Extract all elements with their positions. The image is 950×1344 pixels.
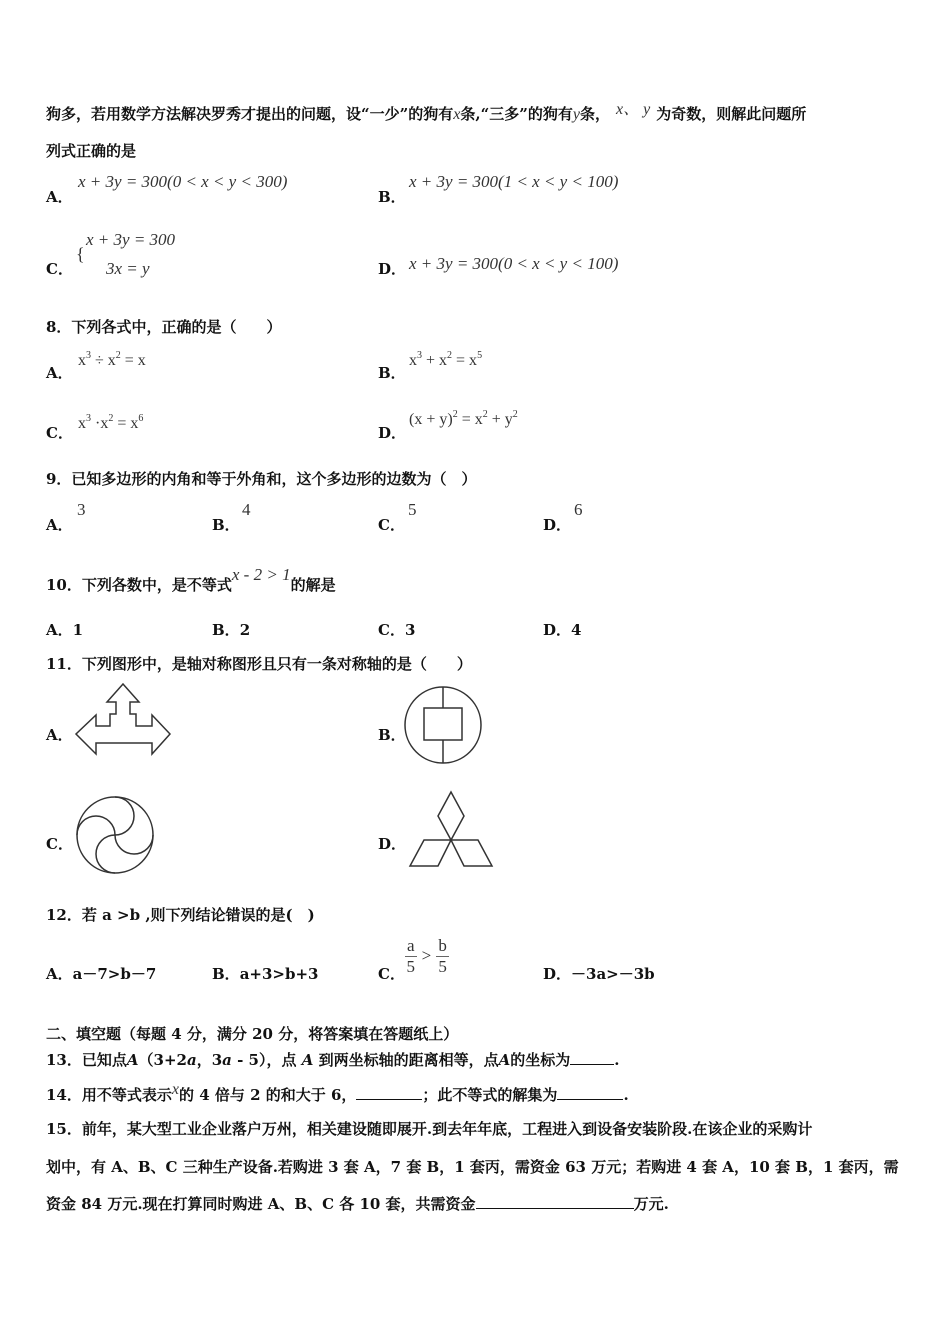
fraction-b-over-5: $\frac{b}{5}$ — [438, 936, 447, 976]
q8-option-a-math: $x^3 \div x^2 = x$ — [78, 350, 146, 369]
q7-option-b-math: x + 3y = 300(1 < x < y < 100) — [409, 172, 619, 191]
q9-option-d-label: D． — [543, 516, 572, 534]
q13-stem: 13．已知点A（3+2a，3a - 5），点 A 到两坐标轴的距离相等，点A的坐标为 . — [46, 1051, 620, 1069]
three-diamonds-icon — [404, 790, 498, 878]
q8-option-c-label: C． — [46, 424, 73, 442]
q7-stem-line2: 列式正确的是 — [46, 142, 137, 160]
q10-option-b: B．2 — [212, 621, 251, 639]
q12-stem: 12．若 a >b ,则下列结论错误的是( ) — [46, 906, 315, 924]
q11-stem: 11．下列图形中，是轴对称图形且只有一条对称轴的是（ ） — [46, 655, 472, 673]
pinwheel-circle-icon — [74, 794, 156, 876]
q9-stem: 9．已知多边形的内角和等于外角和，这个多边形的边数为（ ） — [46, 470, 477, 488]
q8-option-d-math: $(x + y)^2 = x^2 + y^2$ — [409, 409, 518, 428]
q10-option-c: C．3 — [378, 621, 416, 639]
q8-option-a-label: A． — [46, 364, 73, 382]
q10-stem: 10．下列各数中，是不等式x - 2 > 1的解是 — [46, 565, 336, 594]
q12-option-d: D．－3a>－3b — [543, 965, 655, 983]
q11-option-c-label: C． — [46, 835, 73, 853]
q7-option-c-eq2: 3x = y — [106, 259, 150, 278]
q15-line3: 资金 84 万元.现在打算同时购进 A、B、C 各 10 套，共需资金 万元. — [46, 1195, 669, 1213]
q10-inequality: x - 2 > 1 — [231, 565, 291, 584]
q9-option-b-label: B． — [212, 516, 240, 534]
q12-option-c-label: C． — [378, 965, 405, 983]
q8-option-d-label: D． — [378, 424, 407, 442]
q11-option-a-label: A． — [46, 726, 73, 744]
q11-option-b-label: B． — [378, 726, 406, 744]
q7-option-b-label: B． — [378, 188, 406, 206]
q7-option-c-brace: { — [76, 244, 85, 264]
q9-option-b-value: 4 — [242, 500, 251, 519]
q10-option-d: D．4 — [543, 621, 582, 639]
section2-title: 二、填空题（每题 4 分，满分 20 分，将答案填在答题纸上） — [46, 1025, 459, 1043]
q11-option-d-label: D． — [378, 835, 407, 853]
q9-option-c-label: C． — [378, 516, 405, 534]
q12-option-b: B．a+3>b+3 — [212, 965, 319, 983]
q7-option-d-math: x + 3y = 300(0 < x < y < 100) — [409, 254, 619, 273]
q7-option-d-label: D． — [378, 260, 407, 278]
q8-stem: 8．下列各式中，正确的是（ ） — [46, 318, 282, 336]
q13-answer-blank[interactable] — [570, 1050, 614, 1065]
q8-option-b-math: $x^3 + x^2 = x^5$ — [409, 350, 483, 369]
q9-option-a-value: 3 — [77, 500, 86, 519]
q10-option-a: A．1 — [46, 621, 84, 639]
circle-square-icon — [402, 684, 484, 766]
fraction-a-over-5: $\frac{a}{5}$ — [406, 936, 416, 976]
q7-stem-line1: 狗多，若用数学方法解决罗秀才提出的问题，设“一少”的狗有x条,“三多”的狗有y条， x、 y 为奇数，则解此问题所 — [46, 101, 807, 123]
q15-line1: 15．前年，某大型工业企业落户万州，相关建设随即展开.到去年年底，工程进入到设备安装阶段.在该企业的采购计 — [46, 1120, 813, 1138]
q12-option-c-math: $\frac{a}{5}$ > $\frac{b}{5}$ — [406, 936, 447, 976]
q7-option-a-math: x + 3y = 300(0 < x < y < 300) — [78, 172, 288, 191]
q9-option-a-label: A． — [46, 516, 73, 534]
q7-option-c-eq1: x + 3y = 300 — [86, 230, 176, 249]
arrow-shape-icon — [72, 682, 174, 766]
q9-option-d-value: 6 — [574, 500, 583, 519]
q12-option-a: A．a－7>b－7 — [46, 965, 157, 983]
q7-option-a-label: A． — [46, 188, 73, 206]
q15-line2: 划中，有 A、B、C 三种生产设备.若购进 3 套 A，7 套 B，1 套丙，需资金 63 万元；若购进 4 套 A，10 套 B，1 套丙，需 — [46, 1158, 899, 1176]
q14-answer-blank-2[interactable] — [557, 1085, 623, 1100]
q14-stem: 14．用不等式表示x的 4 倍与 2 的和大于 6， ；此不等式的解集为 . — [46, 1081, 629, 1104]
q8-option-c-math: $x^3 \cdot x^2 = x^6$ — [78, 413, 144, 432]
q7-option-c-label: C． — [46, 260, 73, 278]
q15-answer-blank[interactable] — [476, 1194, 634, 1209]
q9-option-c-value: 5 — [408, 500, 417, 519]
q8-option-b-label: B． — [378, 364, 406, 382]
q14-answer-blank-1[interactable] — [356, 1085, 422, 1100]
